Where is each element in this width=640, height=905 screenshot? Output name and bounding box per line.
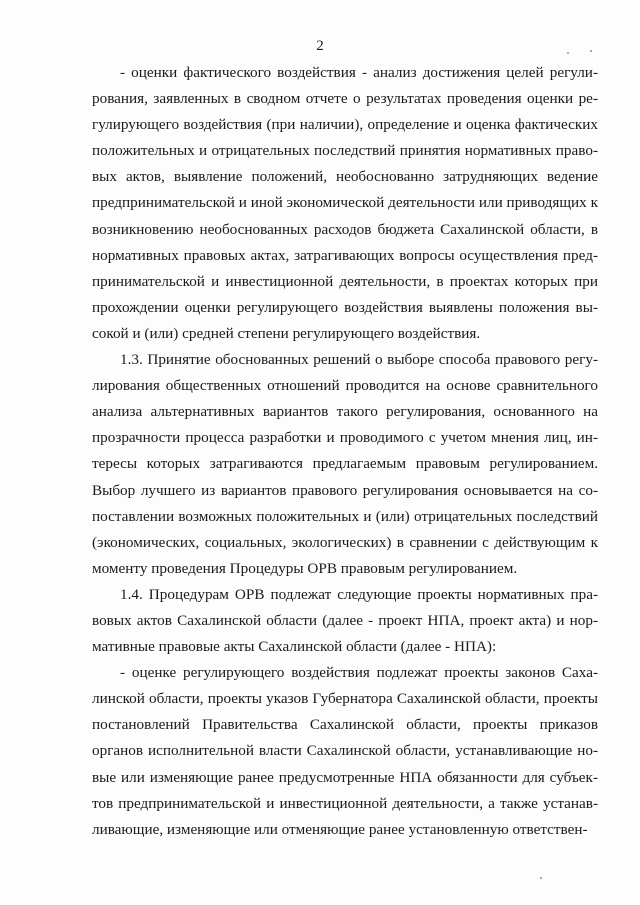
- paragraph-1-3: 1.3. Принятие обоснованных решений о выборе способа правового регулирования общественных отношений проводится на основе сравнительного анализа альтернативных вариантов такого регулирования, основанного на прозрачности процесса разработки и проводимого с учетом мнения лиц, интересы которых затрагиваются предлагаемым правовым регулированием. Выбор лучшего из вариантов правового регулирования основывается на сопоставлении возможных положительных и (или) отрицательных последствий (экономических, социальных, экологических) в сравнении с действующим к моменту проведения Процедуры ОРВ правовым регулированием.: [92, 351, 598, 577]
- document-body: [92, 60, 598, 843]
- scan-speck: [567, 52, 569, 54]
- scan-speck: [590, 50, 592, 52]
- scan-speck: [540, 877, 542, 879]
- paragraph-regulatory-impact-subjects: - оценке регулирующего воздействия подлежат проекты законов Сахалинской области, проекты указов Губернатора Сахалинской области, проекты постановлений Правительства Сахалинской области, проекты приказов органов исполнительной власти Сахалинской области, устанавливающие новые или изменяющие ранее предусмотренные НПА обязанности для субъектов предпринимательской и инвестиционной деятельности, а также устанавливающие, изменяющие или отменяющие ранее установленную ответствен-: [92, 664, 598, 838]
- paragraph-actual-impact-assessment: - оценки фактического воздействия - анализ достижения целей регулирования, заявленных в сводном отчете о результатах проведения оценки регулирующего воздействия (при наличии), определение и оценка фактических положительных и отрицательных последствий принятия нормативных правовых актов, выявление положений, необоснованно затрудняющих ведение предпринимательской и иной экономической деятельности или приводящих к возникновению необоснованных расходов бюджета Сахалинской области, в нормативных правовых актах, затрагивающих вопросы осуществления предпринимательской и инвестиционной деятельности, в проектах которых при прохождении оценки регулирующего воздействия выявлены положения высокой и (или) средней степени регулирующего воздействия.: [92, 64, 598, 342]
- page-number: 2: [316, 38, 324, 54]
- paragraph-1-4: 1.4. Процедурам ОРВ подлежат следующие проекты нормативных правовых актов Сахалинской области (далее - проект НПА, проект акта) и нормативные правовые акты Сахалинской области (далее - НПА):: [92, 585, 598, 656]
